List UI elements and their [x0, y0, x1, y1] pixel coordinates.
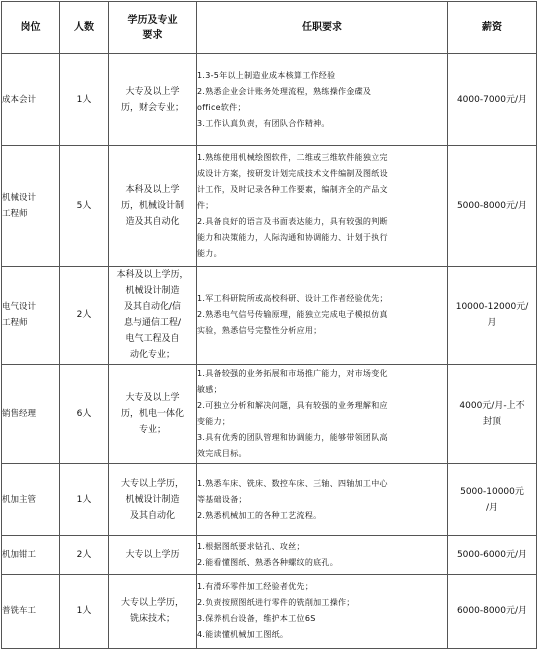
requirements-cell-line: 效完成目标。 — [197, 448, 247, 458]
table-row — [2, 146, 537, 267]
table-row — [2, 54, 537, 146]
education-cell-line: 大专以上学历， — [120, 598, 184, 609]
education-cell-line: 息与通信工程/ — [123, 318, 182, 329]
requirements-cell-line: 1.有滑环零件加工经验者优先； — [197, 582, 314, 592]
education-cell — [109, 574, 197, 648]
requirements-cell-line: 变能力； — [197, 416, 231, 426]
position-cell-line: 机加钳工 — [2, 549, 37, 560]
count-cell: 5人 — [60, 146, 109, 267]
education-cell-line: 历，机械设计制 — [120, 201, 184, 212]
requirements-cell-line: 3.保养机台设备，维护本工位6S — [197, 614, 316, 624]
requirements-cell — [197, 464, 448, 536]
requirements-cell-line: 2.熟悉机械加工的各种工艺流程。 — [197, 510, 322, 520]
position-cell — [2, 536, 60, 574]
position-cell — [2, 364, 60, 464]
education-cell — [109, 146, 197, 267]
requirements-cell-line: 1.具备较强的业务拓展和市场推广能力，对市场变化 — [197, 368, 388, 378]
count-cell: 2人 — [60, 536, 109, 574]
count-cell: 6人 — [60, 364, 109, 464]
salary-cell-line: 4000元/月-上不 — [459, 400, 525, 411]
requirements-cell-line: 等基础设备； — [197, 494, 247, 504]
count-cell: 1人 — [60, 574, 109, 648]
requirements-cell-line: 成设计方案，按研发计划完成技术文件编制及图纸设 — [197, 169, 388, 179]
header-requirements: 任职要求 — [197, 2, 448, 54]
position-cell-line: 机加主管 — [2, 494, 37, 505]
education-cell-line: 大专以上学历， — [120, 478, 184, 489]
position-cell-line: 销售经理 — [2, 408, 37, 419]
education-cell-line: 大专及以上学 — [125, 86, 180, 97]
position-cell-line: 普铣车工 — [2, 606, 37, 617]
education-cell-line: 机械设计制造 — [125, 494, 180, 505]
requirements-cell-line: 1.熟悉车床、铣床、数控车床、三轴、四轴加工中心 — [197, 478, 388, 488]
education-cell-line: 造及其自动化 — [125, 217, 180, 228]
header-education-line: 学历及专业 — [127, 14, 178, 26]
education-cell — [109, 536, 197, 574]
position-cell-line: 工程师 — [2, 318, 28, 329]
requirements-cell-line: office软件； — [197, 102, 246, 112]
requirements-cell-line: 1.3-5年以上制造业成本核算工作经验 — [197, 70, 336, 80]
requirements-cell-line: 件； — [197, 201, 214, 211]
requirements-cell — [197, 146, 448, 267]
requirements-cell-line: 2.可独立分析和解决问题，具有较强的业务理解和应 — [197, 400, 388, 410]
table-header-row — [2, 2, 537, 54]
count-cell: 1人 — [60, 464, 109, 536]
education-cell-line: 本科及以上学 — [125, 185, 180, 196]
requirements-cell-line: 4.能读懂机械加工图纸。 — [197, 630, 289, 640]
job-requirements-table — [1, 1, 537, 649]
salary-cell — [448, 464, 537, 536]
table-row — [2, 574, 537, 648]
salary-cell-line: 6000-8000元/月 — [456, 606, 528, 617]
header-position: 岗位 — [2, 2, 60, 54]
salary-cell-line: /月 — [485, 502, 499, 513]
position-cell-line: 机械设计 — [2, 193, 37, 204]
table-row — [2, 536, 537, 574]
salary-cell — [448, 364, 537, 464]
requirements-cell-line: 敏感； — [197, 384, 222, 394]
requirements-cell-line: 2.负责按照图纸进行零件的铣削加工操作； — [197, 598, 355, 608]
education-cell-line: 大专以上学历 — [125, 549, 180, 560]
education-cell-line: 大专及以上学 — [125, 392, 180, 403]
position-cell-line: 成本会计 — [2, 94, 37, 105]
table-row — [2, 464, 537, 536]
salary-cell — [448, 146, 537, 267]
requirements-cell-line: 2.具备良好的语言及书面表达能力，具有较强的判断 — [197, 217, 388, 227]
education-cell-line: 及其自动化 — [129, 510, 175, 521]
education-cell-line: 电气工程及自 — [125, 334, 180, 345]
education-cell-line: 历，财会专业； — [120, 102, 184, 113]
table-row — [2, 267, 537, 364]
position-cell — [2, 146, 60, 267]
position-cell — [2, 54, 60, 146]
count-cell: 2人 — [60, 267, 109, 364]
table-row — [2, 364, 537, 464]
education-cell — [109, 54, 197, 146]
header-count: 人数 — [60, 2, 109, 54]
header-education-line: 要求 — [142, 29, 163, 41]
requirements-cell — [197, 267, 448, 364]
salary-cell-line: 月 — [487, 318, 497, 329]
requirements-cell-line: 1.军工科研院所或高校科研、设计工作者经验优先； — [197, 294, 388, 304]
salary-cell-line: 5000-6000元/月 — [456, 549, 528, 560]
header-salary: 薪资 — [448, 2, 537, 54]
requirements-cell-line: 1.熟练使用机械绘图软件，二维或三维软件能独立完 — [197, 153, 388, 163]
requirements-cell-line: 2.熟悉企业会计账务处理流程，熟练操作金碟及 — [197, 86, 372, 96]
education-cell-line: 铣床技术； — [129, 614, 175, 625]
requirements-cell-line: 3.工作认真负责，有团队合作精神。 — [197, 118, 330, 128]
requirements-cell — [197, 54, 448, 146]
header-education — [109, 2, 197, 54]
requirements-cell-line: 能力。 — [197, 249, 222, 259]
requirements-cell-line: 计工作，及时记录各种工作要素，编制齐全的产品文 — [197, 185, 388, 195]
salary-cell-line: 5000-10000元 — [460, 486, 524, 497]
education-cell — [109, 267, 197, 364]
requirements-cell — [197, 364, 448, 464]
salary-cell-line: 封顶 — [482, 416, 501, 427]
education-cell — [109, 464, 197, 536]
education-cell-line: 本科及以上学历， — [116, 270, 189, 281]
position-cell — [2, 574, 60, 648]
salary-cell — [448, 54, 537, 146]
requirements-cell — [197, 536, 448, 574]
requirements-cell-line: 能力和决策能力，人际沟通和协调能力、计划于执行 — [197, 233, 388, 243]
position-cell — [2, 464, 60, 536]
position-cell-line: 工程师 — [2, 209, 28, 220]
education-cell — [109, 364, 197, 464]
requirements-cell-line: 实验，熟悉信号完整性分析应用； — [197, 326, 322, 336]
education-cell-line: 及其自动化/信 — [123, 302, 182, 313]
requirements-cell-line: 2.能看懂图纸、熟悉各种螺纹的底孔。 — [197, 557, 339, 567]
requirements-cell — [197, 574, 448, 648]
education-cell-line: 历，机电一体化 — [120, 408, 184, 419]
salary-cell-line: 5000-8000元/月 — [456, 201, 528, 212]
salary-cell — [448, 267, 537, 364]
count-cell: 1人 — [60, 54, 109, 146]
salary-cell-line: 4000-7000元/月 — [456, 94, 528, 105]
position-cell — [2, 267, 60, 364]
requirements-cell-line: 1.根据图纸要求钻孔、攻丝； — [197, 541, 305, 551]
position-cell-line: 电气设计 — [2, 302, 37, 313]
salary-cell-line: 10000-12000元/ — [455, 302, 529, 313]
salary-cell — [448, 536, 537, 574]
education-cell-line: 机械设计制造 — [125, 286, 180, 297]
salary-cell — [448, 574, 537, 648]
requirements-cell-line: 3.具有优秀的团队管理和协调能力，能够带领团队高 — [197, 432, 388, 442]
education-cell-line: 专业； — [138, 424, 166, 435]
education-cell-line: 动化专业； — [129, 350, 175, 361]
requirements-cell-line: 2.熟悉电气信号传输原理，能独立完成电子模拟仿真 — [197, 310, 388, 320]
